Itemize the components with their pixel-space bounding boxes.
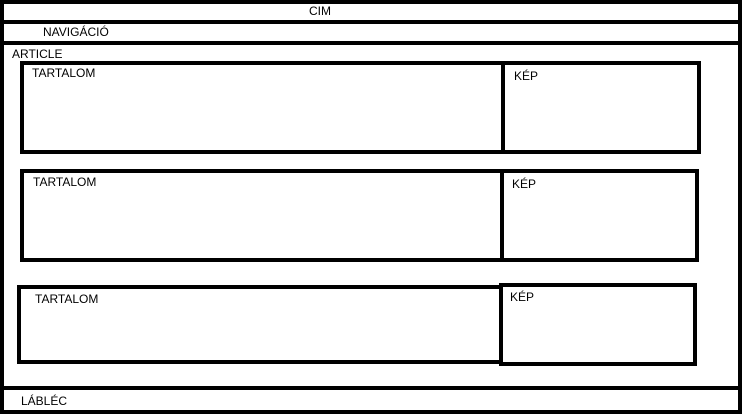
image-label-1: KÉP xyxy=(514,69,539,83)
header-title: CIM xyxy=(309,4,331,18)
content-label-3: TARTALOM xyxy=(35,292,99,306)
image-label-3: KÉP xyxy=(510,290,535,304)
image-label-2: KÉP xyxy=(512,177,537,191)
content-label-2: TARTALOM xyxy=(33,175,97,189)
nav-label: NAVIGÁCIÓ xyxy=(43,25,109,39)
content-label-1: TARTALOM xyxy=(32,66,96,80)
footer-box xyxy=(0,386,742,414)
footer-label: LÁBLÉC xyxy=(21,394,68,408)
article-label: ARTICLE xyxy=(12,47,63,61)
